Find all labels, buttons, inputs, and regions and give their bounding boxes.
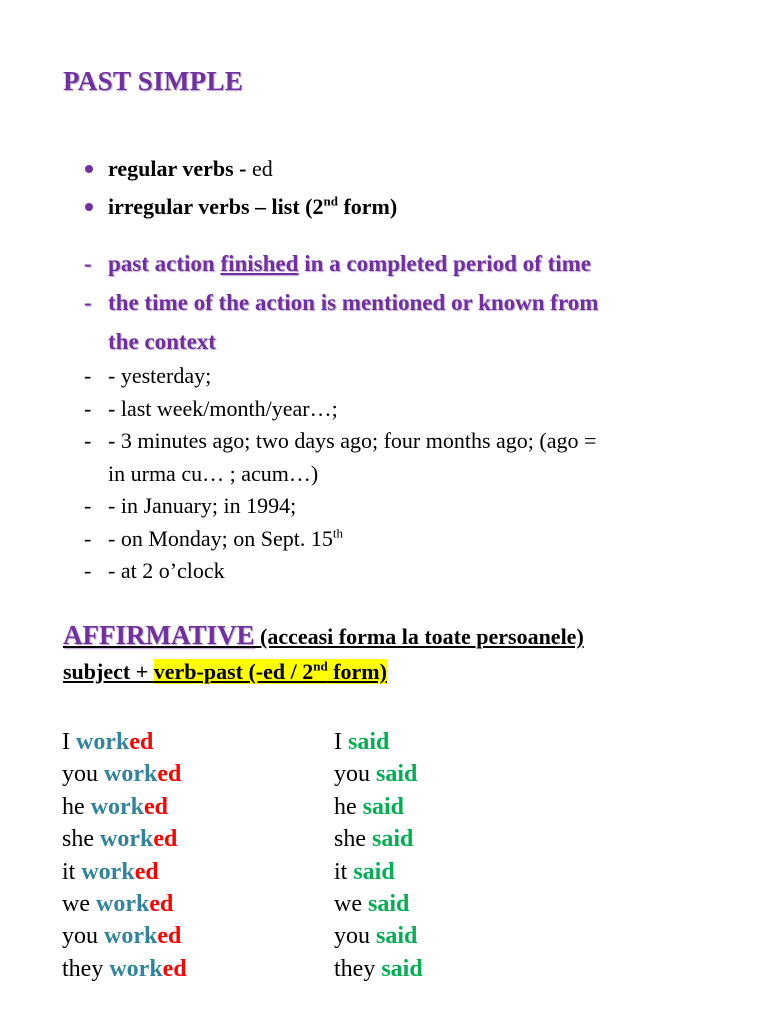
usage-text: past action <box>108 251 221 276</box>
pronoun: he <box>334 793 357 820</box>
formula-verb-end: form) <box>327 659 387 684</box>
table-row <box>334 758 423 790</box>
usage-item-time-mentioned <box>84 283 598 322</box>
regular-verbs-label: regular verbs - <box>108 156 252 181</box>
verb-stem: work <box>104 761 158 788</box>
irregular-verb: said <box>376 923 418 950</box>
dash-marker: - <box>84 290 92 315</box>
affirmative-heading <box>63 620 584 651</box>
list-item-irregular-verbs <box>85 188 397 226</box>
list-item-regular-verbs <box>85 150 397 188</box>
pronoun: she <box>334 826 366 853</box>
usage-text: the context <box>108 329 216 354</box>
list-item <box>84 555 596 588</box>
verb-stem: work <box>109 955 163 982</box>
dash-marker: - <box>84 525 92 551</box>
table-row <box>334 823 423 855</box>
table-row <box>334 888 423 920</box>
pronoun: I <box>62 729 70 755</box>
irregular-verb: said <box>376 761 418 788</box>
dash-marker: - <box>84 251 92 276</box>
irregular-verb: said <box>372 826 414 853</box>
underlined-finished: finished <box>220 251 299 276</box>
formula-highlight <box>154 659 387 684</box>
table-row <box>62 856 187 888</box>
table-row <box>62 791 187 823</box>
example-text: - last week/month/year…; <box>108 395 338 421</box>
list-item-continuation <box>84 458 596 491</box>
example-text: - 3 minutes ago; two days ago; four months ago; (ago = <box>108 428 597 453</box>
irregular-verbs-label: irregular verbs – list (2 <box>108 194 324 219</box>
irregular-verb: said <box>362 793 405 820</box>
pronoun: they <box>334 955 376 982</box>
pronoun: it <box>62 858 76 885</box>
verb-stem: work <box>81 858 135 885</box>
example-text: - in January; in 1994; <box>108 493 297 518</box>
table-row <box>62 920 187 952</box>
regular-verbs-suffix: ed <box>252 156 273 181</box>
table-row <box>62 953 187 985</box>
example-text: - at 2 o’clock <box>108 558 225 583</box>
table-row <box>334 856 423 888</box>
pronoun: I <box>334 729 342 755</box>
page-title: PAST SIMPLE <box>63 66 244 96</box>
formula-subject: subject + <box>63 659 154 684</box>
pronoun: you <box>62 761 98 788</box>
table-row <box>334 920 423 952</box>
verb-type-list <box>85 150 397 226</box>
usage-item-continuation <box>84 322 598 361</box>
bullet-icon <box>85 203 93 211</box>
verb-stem: work <box>95 891 150 918</box>
usage-item-finished <box>84 244 598 283</box>
ordinal-superscript: th <box>332 525 344 541</box>
pronoun: it <box>334 858 348 885</box>
verb-suffix: ed <box>134 858 159 885</box>
table-row <box>62 726 187 758</box>
verb-suffix: ed <box>149 891 174 918</box>
dash-marker: - <box>84 558 92 583</box>
example-text: - on Monday; on Sept. 15 <box>108 525 333 551</box>
pronoun: you <box>334 761 370 788</box>
usage-list <box>84 244 598 361</box>
list-item <box>84 490 596 523</box>
verb-stem: work <box>90 793 144 820</box>
dash-marker: - <box>84 493 92 518</box>
table-row <box>334 791 423 823</box>
irregular-verbs-label-end: form) <box>337 194 398 219</box>
bullet-icon <box>85 165 93 173</box>
usage-text: in a completed period of time <box>298 251 592 276</box>
list-item <box>84 360 596 393</box>
formula-verb: verb-past (-ed / 2 <box>153 659 314 684</box>
verb-suffix: ed <box>144 793 168 820</box>
irregular-verb: said <box>348 729 390 755</box>
list-item <box>84 425 596 458</box>
verb-suffix: ed <box>129 729 154 755</box>
ordinal-superscript: nd <box>323 193 338 209</box>
pronoun: we <box>334 891 362 918</box>
irregular-conjugation-column <box>334 726 423 985</box>
affirmative-formula <box>63 659 387 685</box>
verb-suffix: ed <box>157 923 182 950</box>
verb-suffix: ed <box>157 761 182 788</box>
pronoun: they <box>62 955 104 982</box>
time-expressions-list <box>84 360 596 588</box>
table-row <box>334 726 423 758</box>
irregular-verb: said <box>367 891 410 918</box>
list-item <box>84 393 596 426</box>
dash-marker: - <box>84 363 92 388</box>
ordinal-superscript: nd <box>313 658 328 674</box>
list-item <box>84 523 596 556</box>
verb-stem: work <box>76 729 130 755</box>
verb-suffix: ed <box>153 826 178 853</box>
pronoun: we <box>62 891 90 918</box>
table-row <box>62 888 187 920</box>
pronoun: he <box>62 793 85 820</box>
irregular-verb: said <box>353 858 395 885</box>
pronoun: you <box>334 923 370 950</box>
affirmative-note: (acceasi forma la toate persoanele) <box>254 624 584 649</box>
affirmative-title: AFFIRMATIVE <box>63 620 255 650</box>
example-text: - yesterday; <box>108 363 212 388</box>
dash-marker: - <box>84 395 92 421</box>
usage-text: the time of the action is mentioned or known from <box>108 290 599 315</box>
regular-conjugation-column <box>62 726 187 985</box>
pronoun: you <box>62 923 98 950</box>
verb-suffix: ed <box>162 955 187 982</box>
example-text: in urma cu… ; acum…) <box>108 460 319 486</box>
irregular-verb: said <box>381 955 423 982</box>
dash-marker: - <box>84 428 92 453</box>
table-row <box>334 953 423 985</box>
table-row <box>62 823 187 855</box>
verb-stem: work <box>104 923 158 950</box>
verb-stem: work <box>100 826 154 853</box>
table-row <box>62 758 187 790</box>
pronoun: she <box>62 826 94 853</box>
